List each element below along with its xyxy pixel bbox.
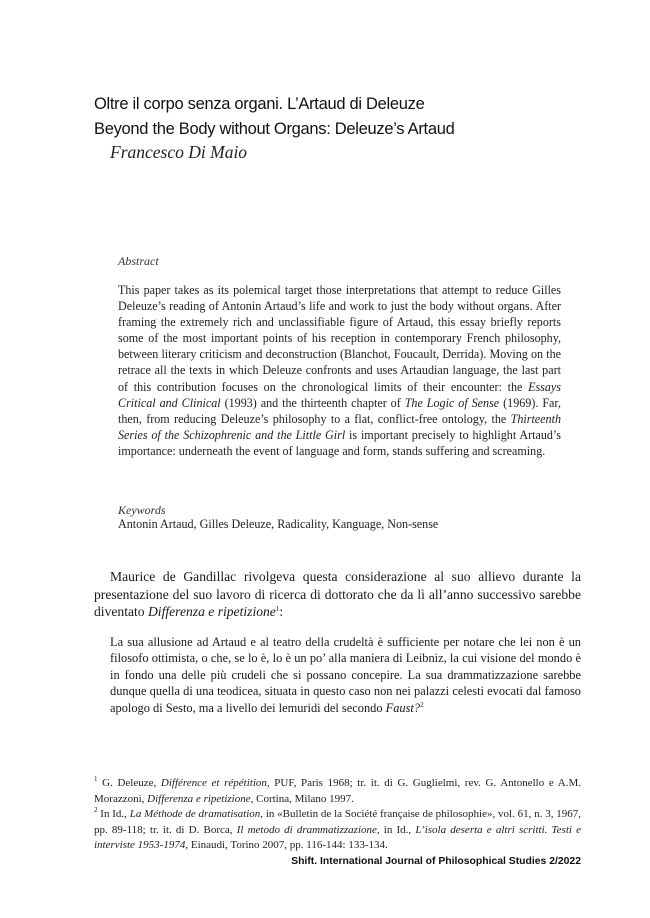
block-quote: La sua allusione ad Artaud e al teatro della crudeltà è sufficiente per notare che lei non è un filosofo ottimista, o che, se lo è, lo è un po’ alla maniera di Leibniz, la cui visione del mondo è in fondo una delle più crudeli che si possano concepire. La sua drammatizzazione sarebbe dunque quella di una teodicea, situata in questo caso non nei palazzi celesti evocati dal famoso apologo di Sesto, ma a livello dei lemuridi del secondo Faust?$^2$ [110, 635, 581, 715]
footnote-2: $^2$ In Id., La Méthode de dramatisation, in «Bulletin de la Société française de philosophie», vol. 61, n. 3, 1967, pp. 89-118; tr. it. di D. Borca, Il metodo di drammatizzazione, in Id., L’isola deserta e altri scritti. Testi e interviste 1953-1974, Einaudi, Torino 2007, pp. 116-144: 133-134. [94, 806, 581, 851]
footnote-ref-1[interactable]: 1 [275, 605, 280, 613]
author-name: Francesco Di Maio [110, 142, 248, 162]
footnote-title: Il metodo di drammatizzazione [236, 823, 377, 836]
footnote-number-1: 1 [94, 775, 98, 783]
body-paragraph: Maurice de Gandillac rivolgeva questa considerazione al suo allievo durante la presentazione del suo lavoro di ricerca di dottorato che da lì all’anno successivo sarebbe diventato Differenza e ripetizione$^1$: [94, 569, 581, 619]
footnote-title: L’isola deserta e altri scritti. Testi e interviste 1953-1974 [94, 823, 581, 851]
abstract-title-essays: Essays Critical and Clinical [118, 379, 561, 410]
footnote-number-2: 2 [94, 806, 98, 814]
abstract-title-thirteenth: Thirteenth Series of the Schizophrenic and the Little Girl [118, 411, 561, 442]
footnote-1: $^1$ G. Deleuze, Différence et répétition, PUF, Paris 1968; tr. it. di G. Guglielmi, rev. G. Antonello e A.M. Morazzoni, Differenza e ripetizione, Cortina, Milano 1997. [94, 775, 581, 805]
keywords-list: Antonin Artaud, Gilles Deleuze, Radicality, Kanguage, Non-sense [118, 517, 439, 531]
title-italian: Oltre il corpo senza organi. L’Artaud di Deleuze [94, 95, 425, 113]
footnote-ref-2[interactable]: 2 [420, 700, 424, 709]
title-english: Beyond the Body without Organs: Deleuze’s Artaud [94, 120, 455, 138]
body-title-differenza: Differenza e ripetizione [147, 604, 276, 619]
keywords-heading: Keywords [118, 503, 166, 517]
journal-footer: Shift. International Journal of Philosophical Studies 2/2022 [291, 856, 581, 867]
footnote-title: Différence et répétition [160, 777, 267, 789]
footnote-title: La Méthode de dramatisation [129, 808, 261, 820]
quote-title-faust: Faust? [385, 700, 421, 715]
abstract-title-logic: The Logic of Sense [404, 395, 500, 410]
footnote-title: Differenza e ripetizione [147, 792, 251, 805]
abstract-heading: Abstract [118, 254, 159, 268]
abstract-text: This paper takes as its polemical target those interpretations that attempt to reduce Gilles Deleuze’s reading of Antonin Artaud’s life and work to just the body without organs. After framing the extremely rich and unclassifiable figure of Artaud, this essay briefly reports some of the most important points of his reception in contemporary French philosophy, between literary criticism and deconstruction (Blanchot, Foucault, Derrida). Moving on the retrace all the texts in which Deleuze confronts and uses Artaudian language, the last part of this contribution focuses on the chronological limits of their encounter: the Essays Critical and Clinical (1993) and the thirteenth chapter of The Logic of Sense (1969). Far, then, from reducing Deleuze’s philosophy to a flat, conflict-free ontology, the Thirteenth Series of the Schizophrenic and the Little Girl is important precisely to highlight Artaud’s importance: underneath the event of language and form, stands suffering and screaming. [118, 283, 561, 458]
